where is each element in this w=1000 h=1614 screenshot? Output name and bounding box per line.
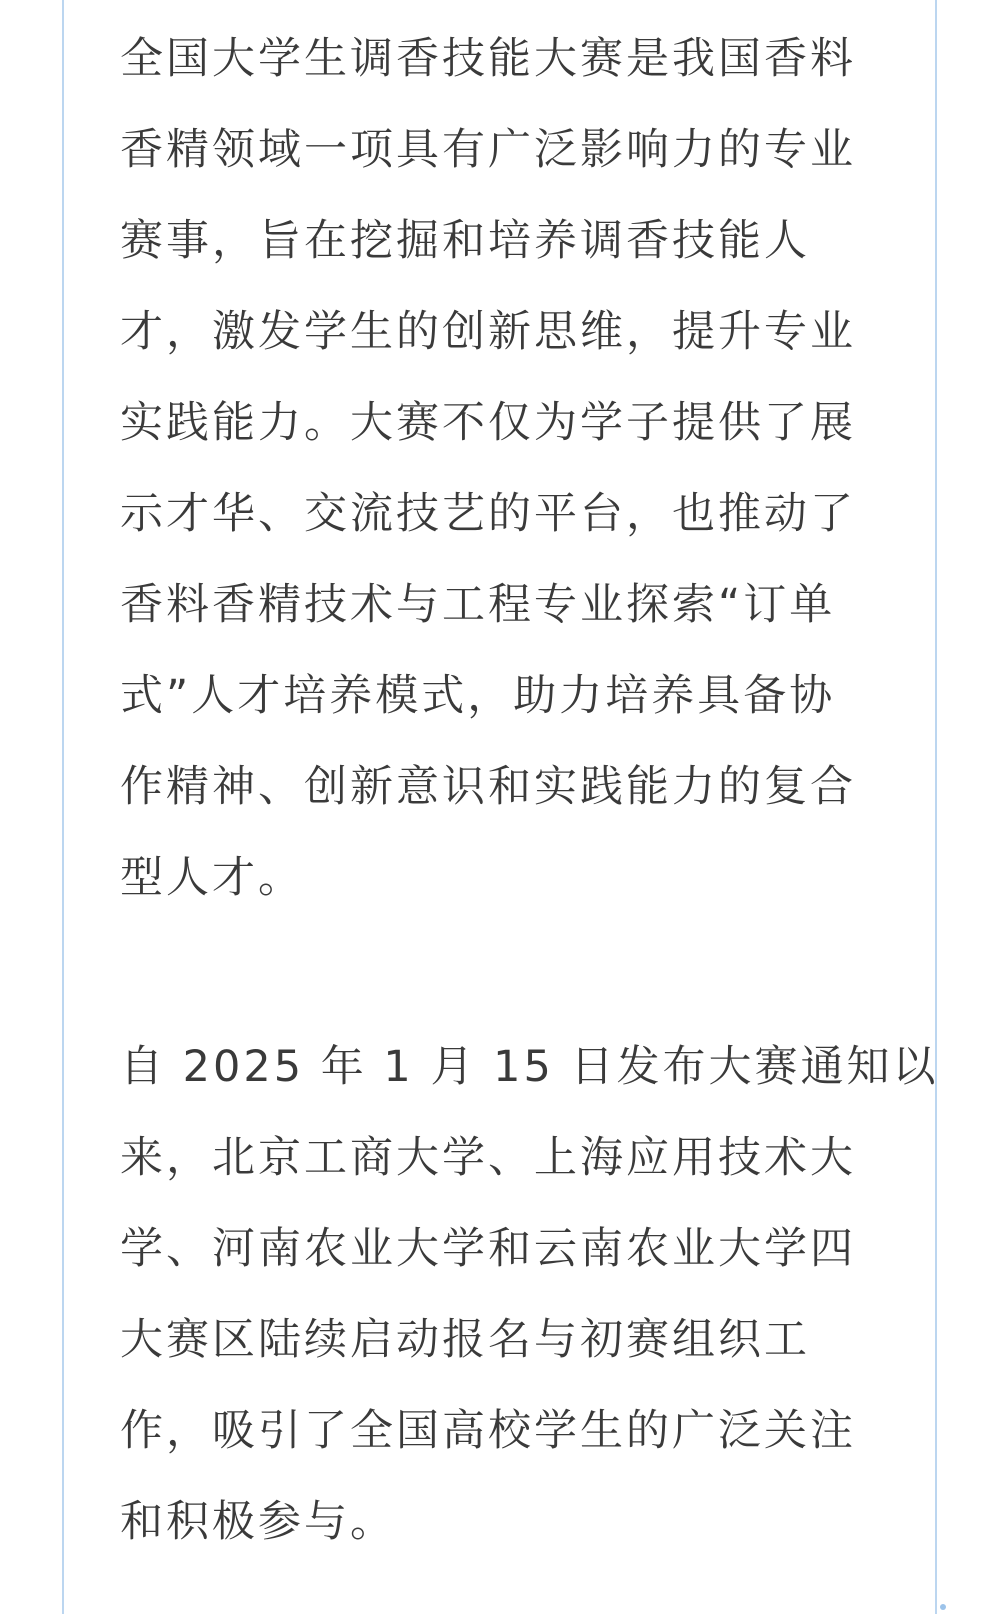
paragraph-line: 示才华、交流技艺的平台，也推动了: [120, 489, 856, 539]
paragraph-line: 学、河南农业大学和云南农业大学四: [120, 1224, 856, 1274]
scroll-indicator-dot: [940, 1604, 946, 1610]
paragraph-line: 式”人才培养模式，助力培养具备协: [120, 671, 836, 721]
paragraph-line: 大赛区陆续启动报名与初赛组织工: [120, 1315, 810, 1365]
paragraph-line: 香料香精技术与工程专业探索“订单: [120, 580, 836, 630]
paragraph-line: 型人才。: [120, 853, 304, 903]
paragraph-line: 香精领域一项具有广泛影响力的专业: [120, 125, 856, 175]
paragraph-1: [120, 14, 880, 924]
paragraph-line: 来，北京工商大学、上海应用技术大: [120, 1133, 856, 1183]
paragraph-line: 作精神、创新意识和实践能力的复合: [120, 762, 856, 812]
paragraph-line: 才，激发学生的创新思维，提升专业: [120, 307, 856, 357]
paragraph-line: 赛事，旨在挖掘和培养调香技能人: [120, 216, 810, 266]
paragraph-line: 作，吸引了全国高校学生的广泛关注: [120, 1406, 856, 1456]
paragraph-2: [120, 1022, 939, 1568]
paragraph-line: 和积极参与。: [120, 1497, 396, 1547]
paragraph-line: 自 2025 年 1 月 15 日发布大赛通知以: [120, 1042, 939, 1092]
paragraph-line: 全国大学生调香技能大赛是我国香料: [120, 34, 856, 84]
paragraph-line: 实践能力。大赛不仅为学子提供了展: [120, 398, 856, 448]
